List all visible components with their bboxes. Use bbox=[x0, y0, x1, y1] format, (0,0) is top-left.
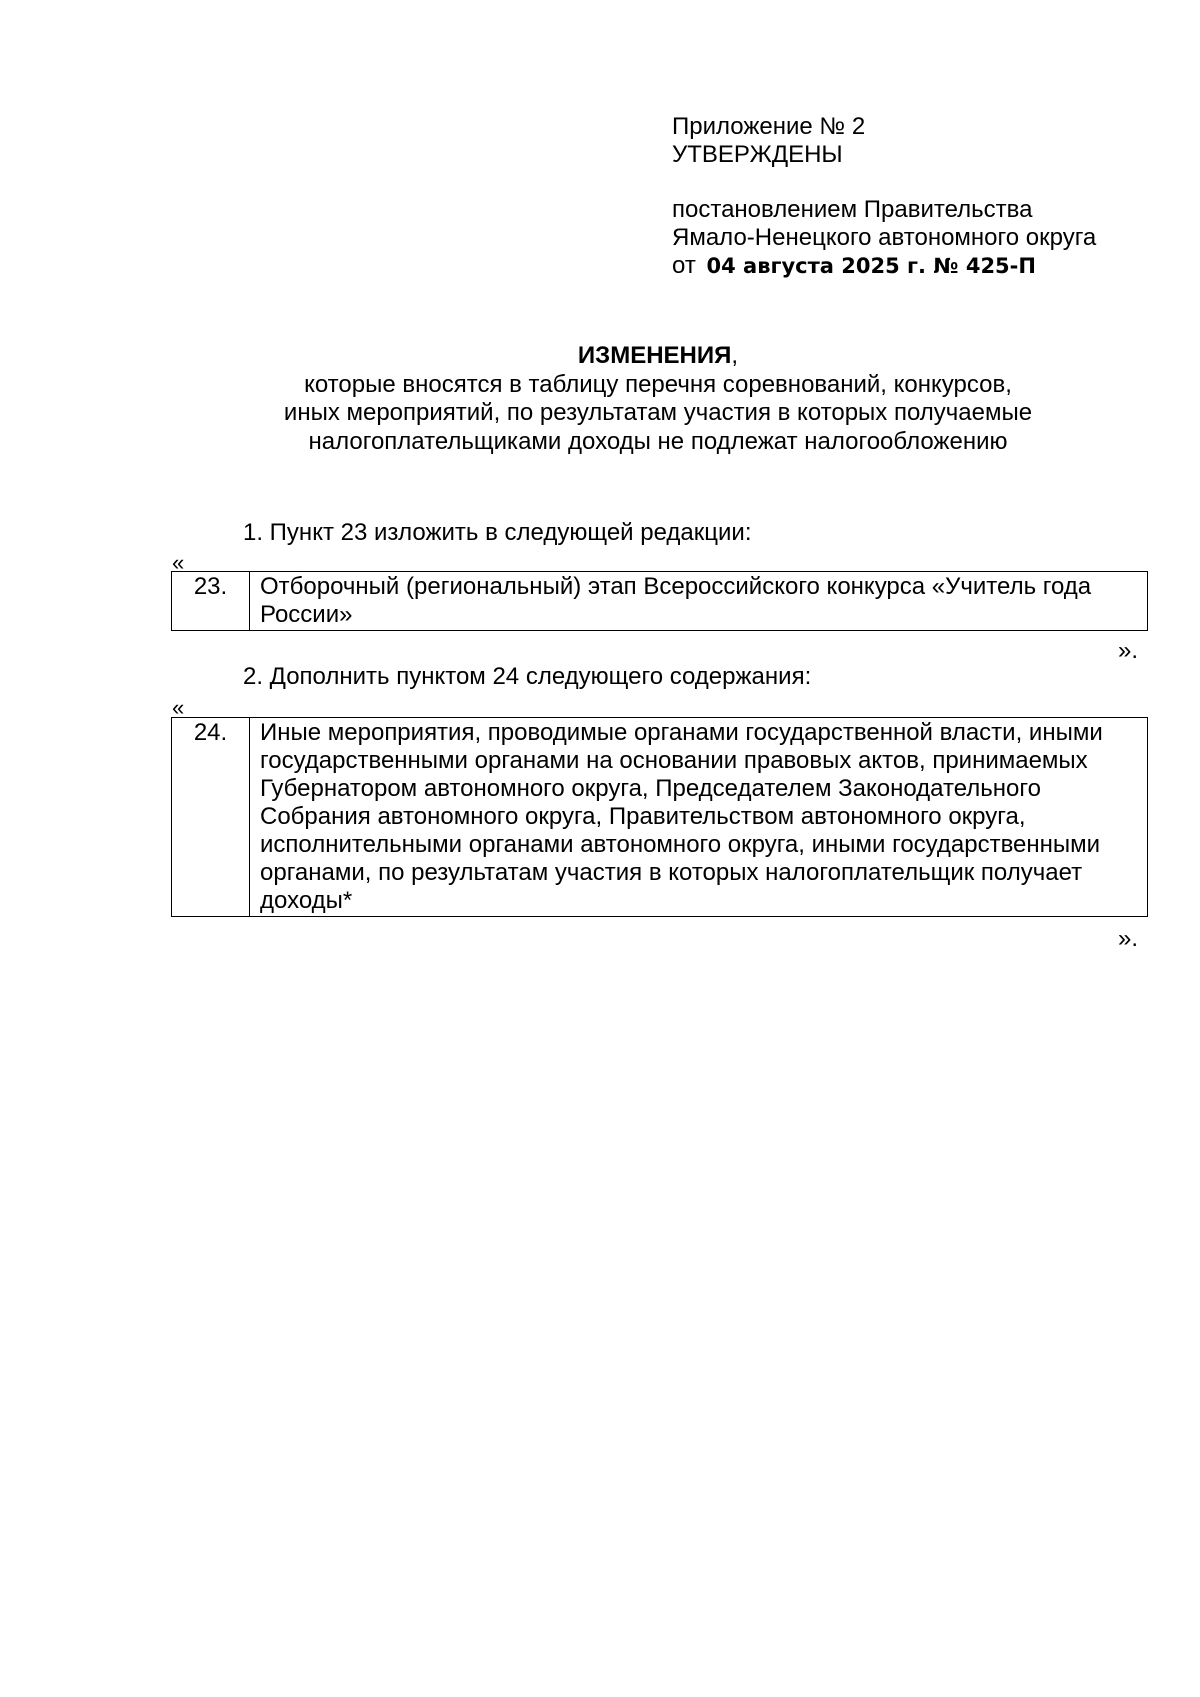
table-row bbox=[172, 572, 1148, 631]
item-2-close-quote: ». bbox=[1118, 925, 1139, 952]
item-1-close-quote: ». bbox=[1118, 637, 1139, 664]
row-text: Отборочный (региональный) этап Всероссийского конкурса «Учитель года России» bbox=[250, 572, 1148, 631]
appendix-label: Приложение № 2 bbox=[672, 113, 866, 140]
heading-line-3: налогоплательщиками доходы не подлежат налогообложению bbox=[308, 427, 1008, 455]
item-1-open-quote: « bbox=[172, 550, 185, 575]
decree-date-line bbox=[672, 252, 1172, 280]
date-prefix: от bbox=[672, 252, 696, 279]
decree-line-1: постановлением Правительства bbox=[672, 196, 1033, 223]
document-heading bbox=[170, 342, 1146, 456]
row-text: Иные мероприятия, проводимые органами государственной власти, иными государственными органами на основании правовых актов, принимаемых Губернатором автономного округа, Председателем Законодательного Собрания автономного округа, Правительством автономного округа, исполнительными органами автономного округа, иными государственными органами, по результатам участия в которых налогоплательщик получает доходы* bbox=[250, 718, 1148, 917]
item-1-instruction: 1. Пункт 23 изложить в следующей редакции: bbox=[243, 519, 752, 546]
row-number: 23. bbox=[172, 572, 250, 631]
heading-title: ИЗМЕНЕНИЯ bbox=[577, 342, 732, 369]
heading-line-1: которые вносятся в таблицу перечня соревнований, конкурсов, bbox=[304, 370, 1012, 398]
decree-date-number: 04 августа 2025 г. № 425-П bbox=[706, 254, 1036, 278]
item-1-table bbox=[171, 571, 1148, 631]
row-number: 24. bbox=[172, 718, 250, 917]
approved-label: УТВЕРЖДЕНЫ bbox=[672, 141, 843, 168]
item-2-instruction: 2. Дополнить пунктом 24 следующего содержания: bbox=[243, 663, 812, 690]
heading-title-comma: , bbox=[731, 342, 739, 369]
table-row bbox=[172, 718, 1148, 917]
item-2-table bbox=[171, 717, 1148, 917]
item-2-open-quote: « bbox=[172, 695, 185, 720]
heading-line-2: иных мероприятий, по результатам участия в которых получаемые bbox=[283, 399, 1033, 426]
approval-block bbox=[672, 113, 1172, 280]
decree-line-2: Ямало-Ненецкого автономного округа bbox=[672, 224, 1097, 251]
